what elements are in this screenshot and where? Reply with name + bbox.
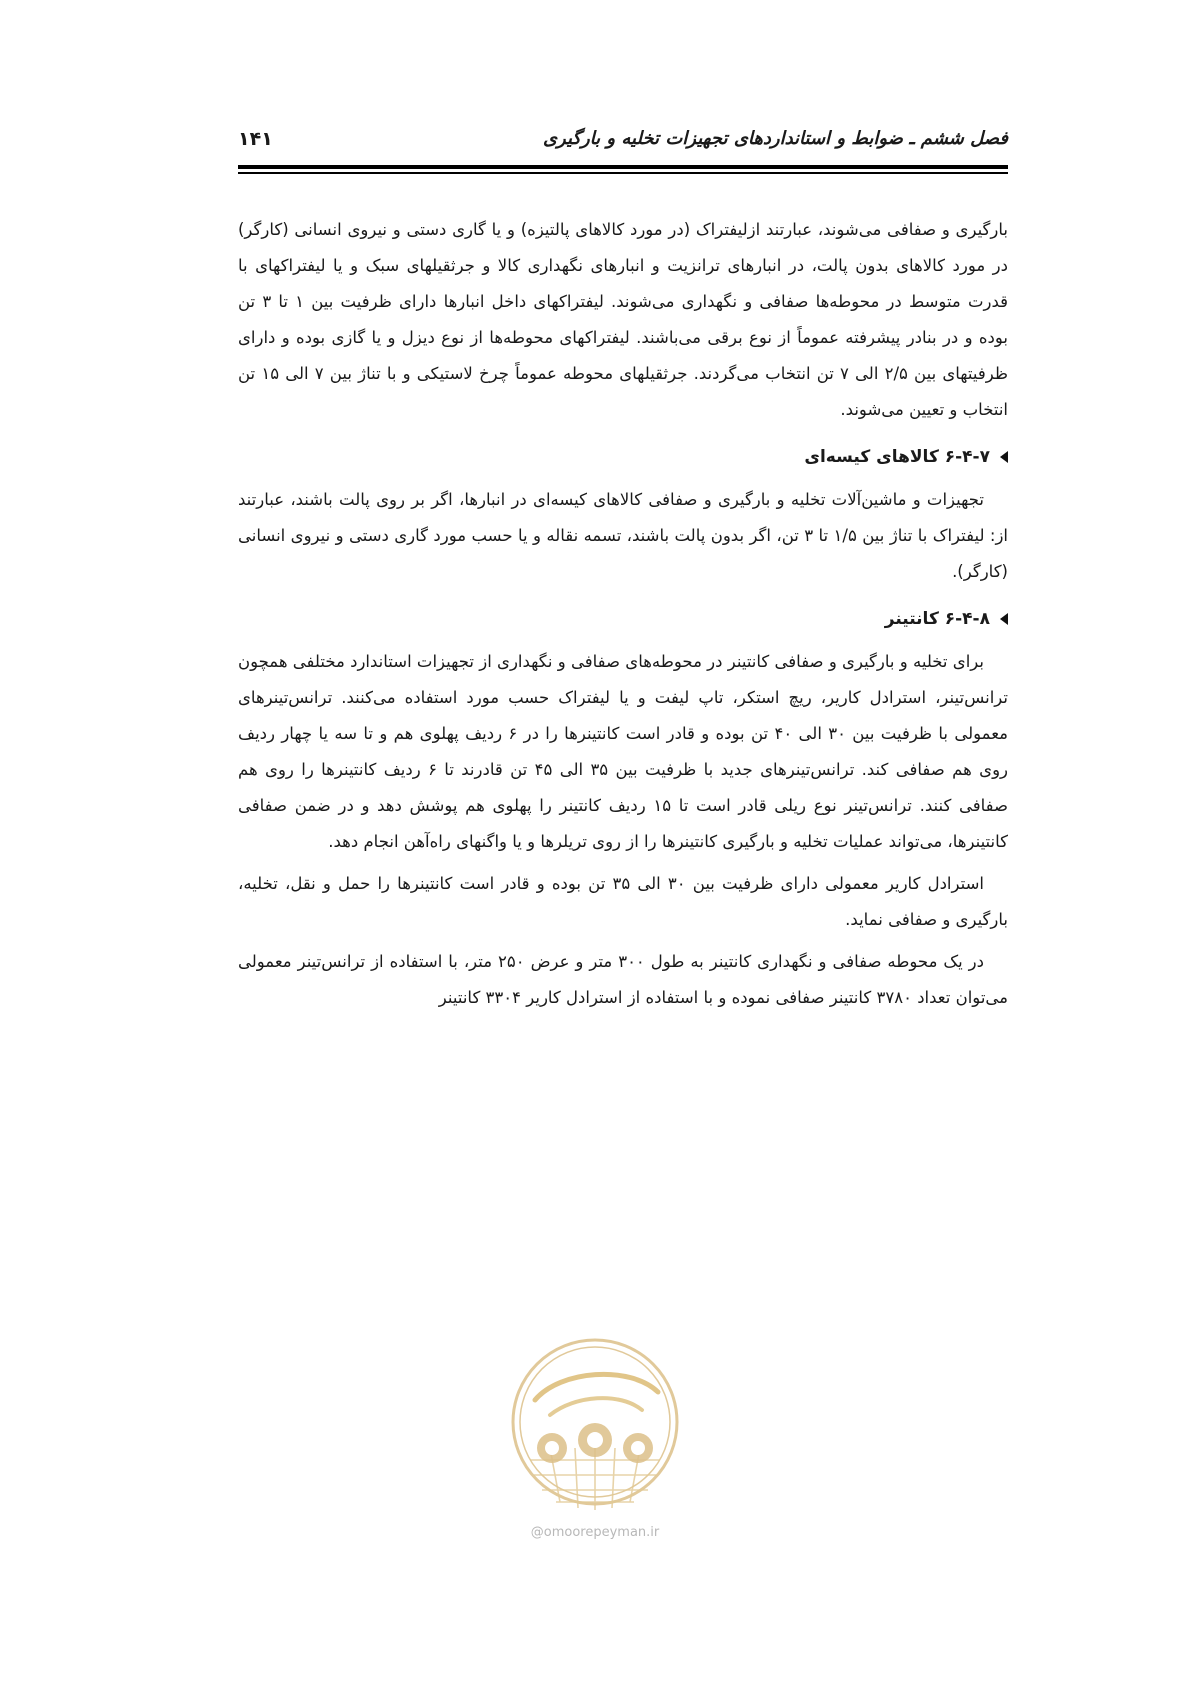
body-text: [238, 212, 1008, 1022]
section-7-paragraph: تجهیزات و ماشین‌آلات تخلیه و بارگیری و صفافی کالاهای کیسه‌ای در انبارها، اگر بر روی پالت باشند، عبارتند از: لیفتراک با تناژ بین ۱/۵ تا ۳ تن، اگر بدون پالت باشند، تسمه نقاله و یا حسب مورد گاری دستی و نیروی انسانی (کارگر).: [238, 490, 1008, 581]
bullet-triangle-icon: [1000, 613, 1008, 625]
watermark-logo-icon: [490, 1330, 700, 1520]
section-heading-8-text: ۶-۴-۸ کانتینر: [884, 609, 990, 629]
header-rule-thin: [238, 172, 1008, 174]
section-8-paragraph-3: در یک محوطه صفافی و نگهداری کانتینر به طول ۳۰۰ متر و عرض ۲۵۰ متر، با استفاده از ترانس‌تینر معمولی می‌توان تعداد ۳۷۸۰ کانتینر صفافی نموده و با استفاده از استرادل کاریر ۳۳۰۴ کانتینر: [238, 952, 1008, 1007]
watermark-caption: @omoorepeyman.ir: [530, 1525, 660, 1540]
section-8-paragraph-2: استرادل کاریر معمولی دارای ظرفیت بین ۳۰ الی ۳۵ تن بوده و قادر است کانتینرها را حمل و نقل، تخلیه، بارگیری و صفافی نماید.: [238, 874, 1008, 929]
header-rule-thick: [238, 165, 1008, 169]
bullet-triangle-icon: [1000, 451, 1008, 463]
section-heading-7-text: ۶-۴-۷ کالاهای کیسه‌ای: [804, 447, 990, 467]
section-heading-7: [238, 442, 1008, 472]
page-number: ۱۴۱: [238, 128, 273, 150]
section-heading-8: [238, 604, 1008, 634]
watermark-logo: [490, 1330, 700, 1520]
section-8-paragraph-1: برای تخلیه و بارگیری و صفافی کانتینر در محوطه‌های صفافی و نگهداری از تجهیزات استاندارد مختلفی همچون ترانس‌تینر، استرادل کاریر، ریچ استکر، تاپ لیفت و یا لیفتراک حسب مورد استفاده می‌کنند. ترانس‌تینرهای معمولی با ظرفیت بین ۳۰ الی ۴۰ تن بوده و قادر است کانتینرها را در ۶ ردیف پهلوی هم و تا سه یا چهار ردیف روی هم صفافی کند. ترانس‌تینرهای جدید با ظرفیت بین ۳۵ الی ۴۵ تن قادرند تا ۶ ردیف کانتینرها را روی هم صفافی کنند. ترانس‌تینر نوع ریلی قادر است تا ۱۵ ردیف کانتینر را پهلوی هم پوشش دهد و در ضمن صفافی کانتینرها، می‌تواند عملیات تخلیه و بارگیری کانتینرها را از روی تریلرها و یا واگنهای راه‌آهن انجام دهد.: [238, 652, 1008, 851]
paragraph-1: بارگیری و صفافی می‌شوند، عبارتند ازلیفتراک (در مورد کالاهای پالتیزه) و یا گاری دستی و نیروی انسانی (کارگر) در مورد کالاهای بدون پالت، در انبارهای ترانزیت و انبارهای نگهداری کالا و جرثقیلهای سبک و یا لیفتراکهای با قدرت متوسط در محوطه‌ها صفافی و نگهداری می‌شوند. لیفتراکهای داخل انبارها دارای ظرفیت بین ۱ تا ۳ تن بوده و در بنادر پیشرفته عموماً از نوع برقی می‌باشند. لیفتراکهای محوطه‌ها از نوع دیزل و یا گازی بوده و دارای ظرفیتهای بین ۲/۵ الی ۷ تن انتخاب می‌گردند. جرثقیلهای محوطه عموماً چرخ لاستیکی و با تناژ بین ۷ الی ۱۵ تن انتخاب و تعیین می‌شوند.: [238, 220, 1008, 419]
page-header: [238, 128, 1008, 160]
chapter-title: فصل ششم ـ ضوابط و استانداردهای تجهیزات تخلیه و بارگیری: [542, 128, 1008, 149]
